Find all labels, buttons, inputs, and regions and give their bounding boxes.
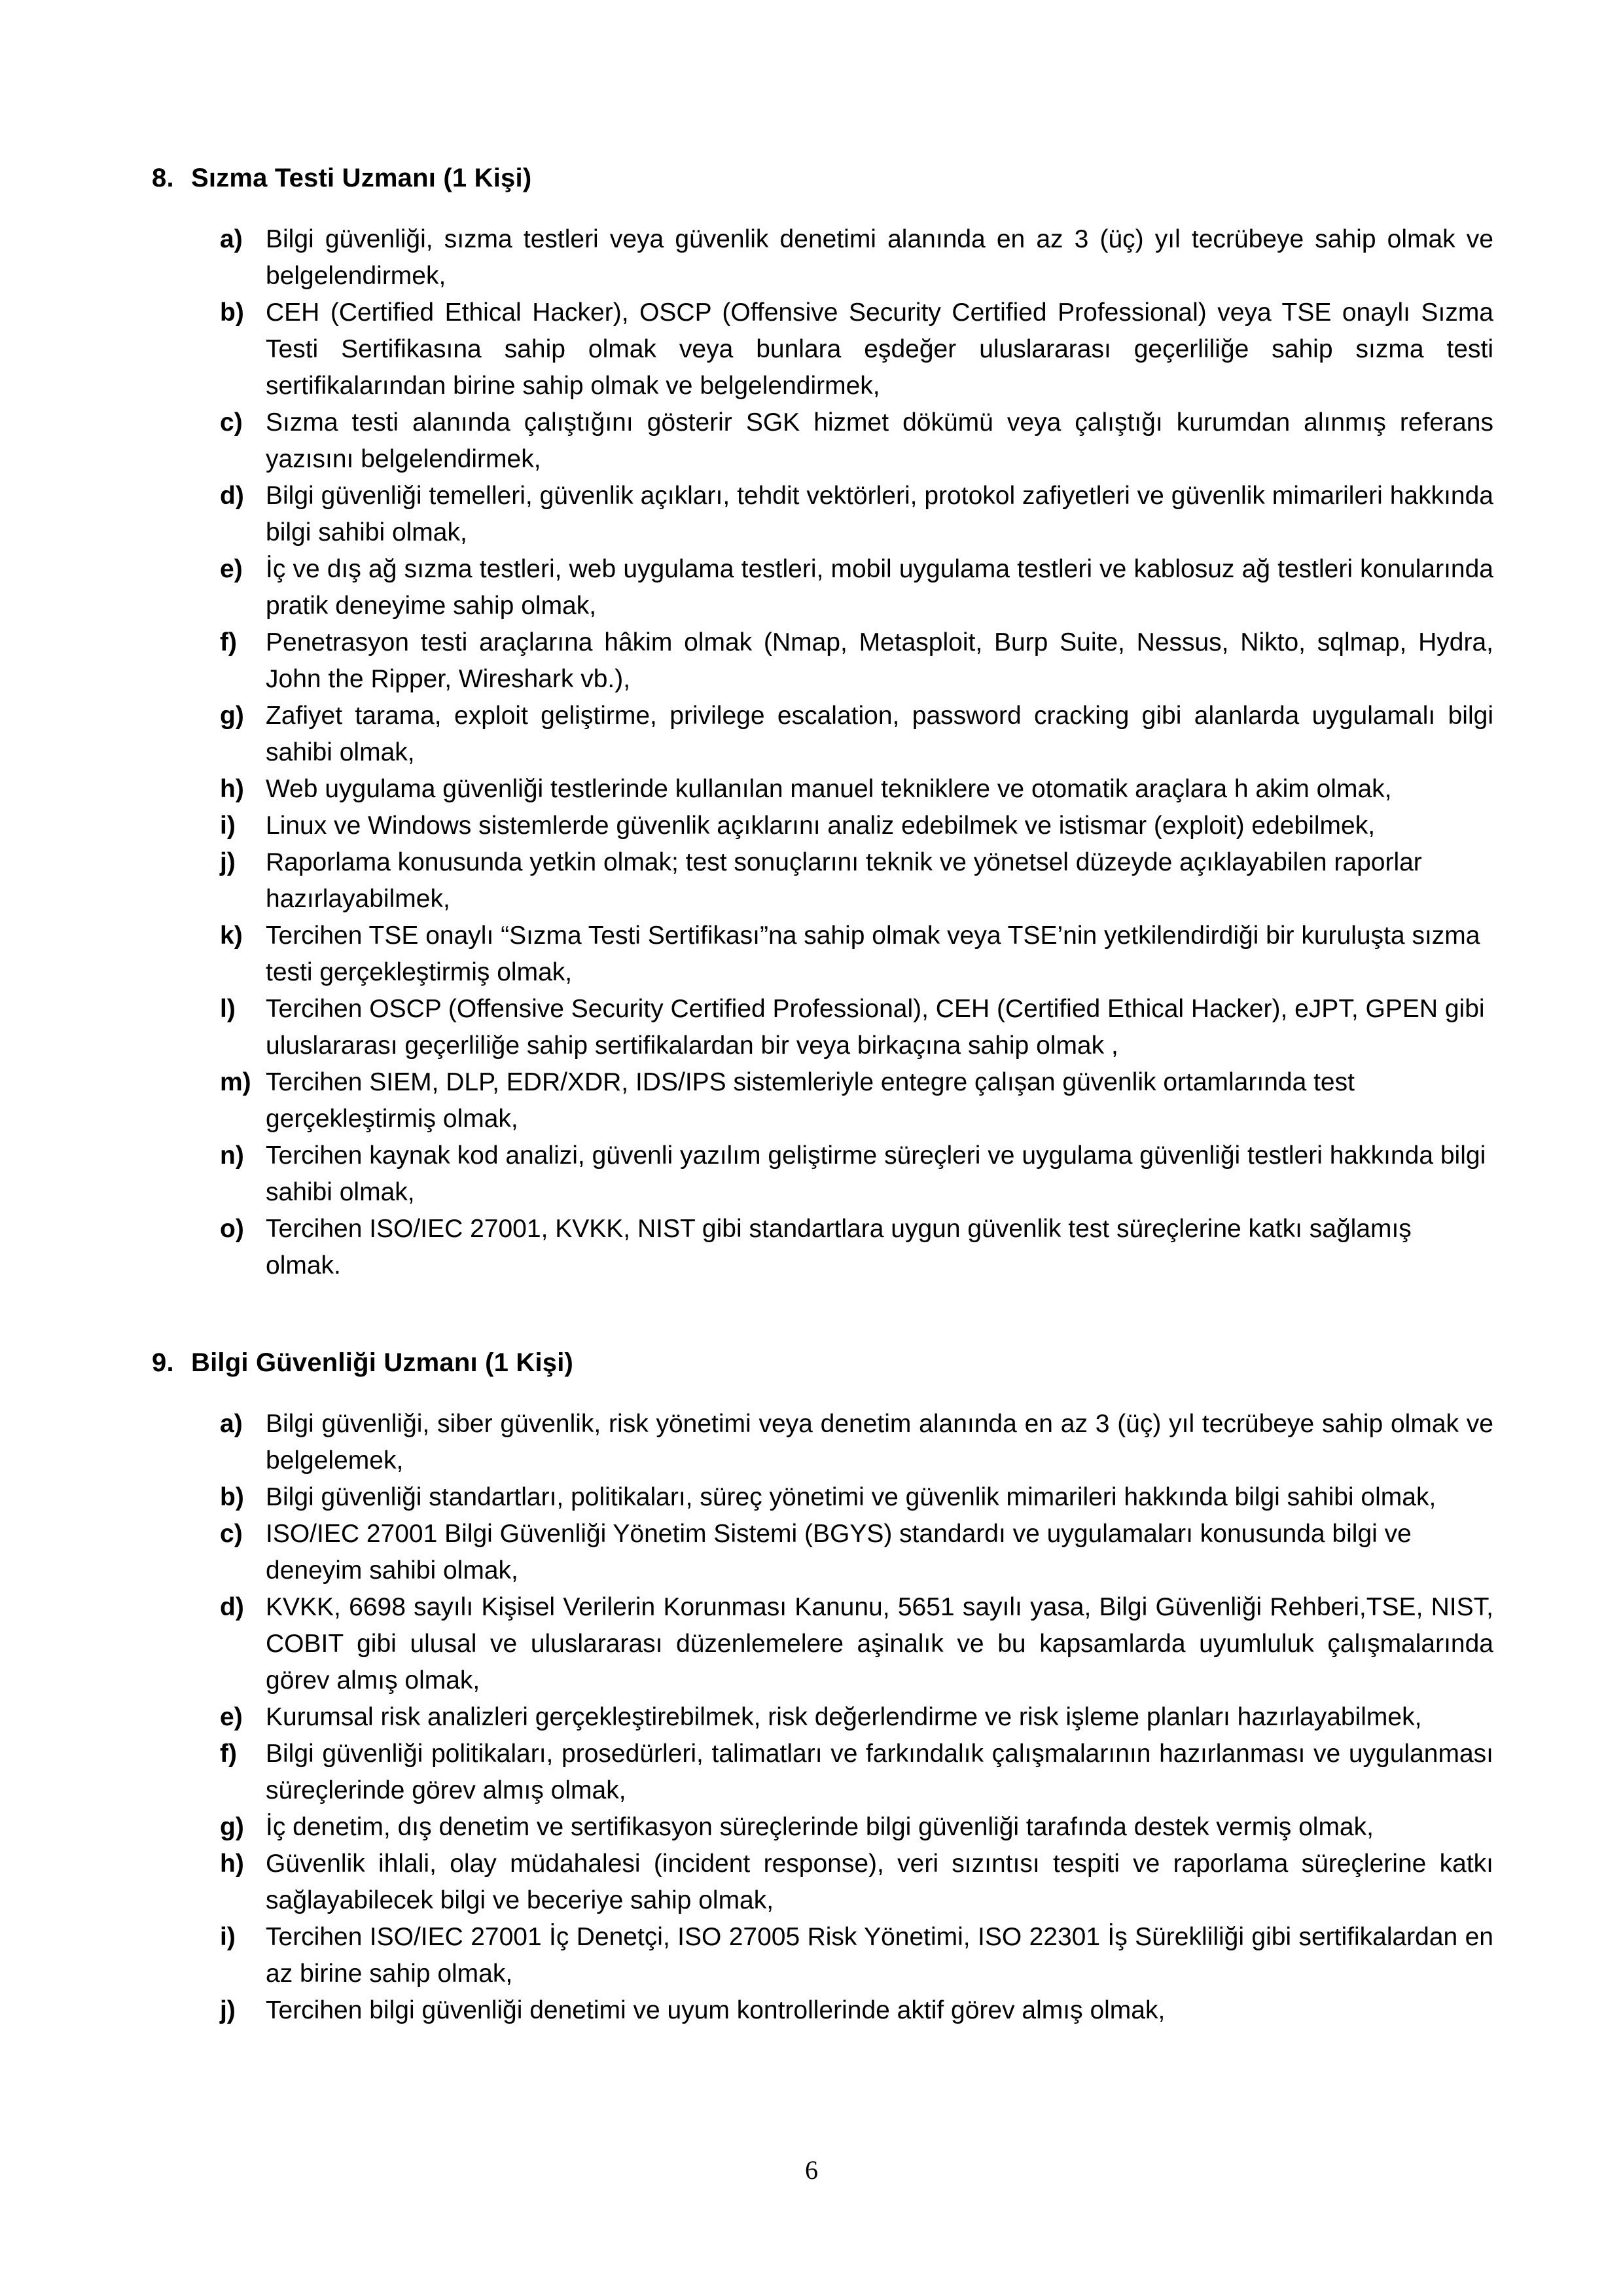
page-content: [152, 162, 1493, 2029]
list-marker: d): [220, 482, 244, 510]
list-marker: e): [220, 555, 243, 583]
list-marker: a): [220, 1410, 243, 1438]
list-marker: a): [220, 225, 243, 253]
page-number: 6: [805, 2155, 818, 2185]
list-item-text: Zafiyet tarama, exploit geliştirme, privilege escalation, password cracking gibi alanlarda uygulamalı bilgi sahibi olmak,: [266, 702, 1493, 766]
list-item: [220, 221, 1493, 295]
section-9-title: Bilgi Güvenliği Uzmanı (1 Kişi): [191, 1348, 574, 1377]
list-marker: g): [220, 702, 244, 730]
list-item-text: Penetrasyon testi araçlarına hâkim olmak (Nmap, Metasploit, Burp Suite, Nessus, Nikto, sqlmap, Hydra, John the Ripper, Wireshark vb.),: [266, 628, 1493, 693]
list-marker: b): [220, 298, 244, 327]
list-item-text: Bilgi güvenliği, sızma testleri veya güvenlik denetimi alanında en az 3 (üç) yıl tecrübeye sahip olmak ve belgelendirmek,: [266, 225, 1493, 290]
list-marker: b): [220, 1483, 244, 1511]
list-item: [220, 551, 1493, 624]
list-item: [220, 1516, 1493, 1589]
list-item-text: İç ve dış ağ sızma testleri, web uygulama testleri, mobil uygulama testleri ve kablosuz ağ testleri konularında pratik deneyime sahip olmak,: [266, 555, 1493, 620]
list-marker: g): [220, 1813, 244, 1841]
list-item: [220, 1479, 1493, 1516]
list-item-text: Tercihen kaynak kod analizi, güvenli yazılım geliştirme süreçleri ve uygulama güvenliği testleri hakkında bilgi sahibi olmak,: [266, 1141, 1486, 1206]
list-marker: c): [220, 1520, 243, 1548]
list-item: [220, 1699, 1493, 1736]
list-item-text: Tercihen SIEM, DLP, EDR/XDR, IDS/IPS sistemleriyle entegre çalışan güvenlik ortamlarında test gerçekleştirmiş olmak,: [266, 1068, 1355, 1133]
section-9: [152, 1347, 1493, 2029]
list-item: [220, 295, 1493, 404]
list-marker: d): [220, 1593, 244, 1621]
list-marker: n): [220, 1141, 244, 1170]
list-item: [220, 918, 1493, 991]
list-marker: i): [220, 812, 236, 840]
list-item: [220, 698, 1493, 771]
list-item-text: Raporlama konusunda yetkin olmak; test sonuçlarını teknik ve yönetsel düzeyde açıklayabilen raporlar hazırlayabilmek,: [266, 848, 1422, 913]
list-marker: k): [220, 922, 243, 950]
section-9-heading: [152, 1347, 1493, 1378]
section-8-list: [220, 221, 1493, 1284]
list-item: [220, 1064, 1493, 1138]
list-item-text: İç denetim, dış denetim ve sertifikasyon süreçlerinde bilgi güvenliği tarafında destek vermiş olmak,: [266, 1813, 1374, 1841]
list-item: [220, 844, 1493, 918]
list-item-text: Bilgi güvenliği, siber güvenlik, risk yönetimi veya denetim alanında en az 3 (üç) yıl tecrübeye sahip olmak ve belgelemek,: [266, 1410, 1493, 1475]
list-item-text: Güvenlik ihlali, olay müdahalesi (incident response), veri sızıntısı tespiti ve raporlama süreçlerine katkı sağlayabilecek bilgi ve beceriye sahip olmak,: [266, 1850, 1493, 1914]
list-marker: m): [220, 1068, 251, 1096]
section-9-list: [220, 1406, 1493, 2029]
list-marker: e): [220, 1703, 243, 1731]
list-item-text: Tercihen ISO/IEC 27001 İç Denetçi, ISO 27005 Risk Yönetimi, ISO 22301 İş Sürekliliği gibi sertifikalardan en az birine sahip olmak,: [266, 1923, 1493, 1988]
list-item: [220, 1809, 1493, 1846]
section-8-heading: [152, 162, 1493, 194]
list-item: [220, 1406, 1493, 1479]
section-9-number: 9.: [152, 1348, 174, 1377]
section-8-number: 8.: [152, 164, 174, 192]
list-marker: j): [220, 848, 236, 876]
list-item: [220, 404, 1493, 478]
list-item: [220, 808, 1493, 844]
list-item: [220, 1736, 1493, 1809]
list-marker: c): [220, 408, 243, 437]
list-marker: h): [220, 775, 244, 803]
list-item: [220, 1846, 1493, 1919]
list-item: [220, 771, 1493, 808]
list-item-text: Tercihen TSE onaylı “Sızma Testi Sertifikası”na sahip olmak veya TSE’nin yetkilendirdiği bir kuruluşta sızma testi gerçekleştirmiş olmak,: [266, 922, 1480, 986]
list-item-text: Tercihen OSCP (Offensive Security Certified Professional), CEH (Certified Ethical Hacker), eJPT, GPEN gibi uluslararası geçerliliğe sahip sertifikalardan bir veya birkaçına sahip olmak ,: [266, 995, 1485, 1060]
list-item: [220, 1138, 1493, 1211]
section-8-title: Sızma Testi Uzmanı (1 Kişi): [191, 164, 532, 192]
list-item-text: Bilgi güvenliği politikaları, prosedürleri, talimatları ve farkındalık çalışmalarının hazırlanması ve uygulanması süreçlerinde görev almış olmak,: [266, 1740, 1493, 1804]
list-item-text: ISO/IEC 27001 Bilgi Güvenliği Yönetim Sistemi (BGYS) standardı ve uygulamaları konusunda bilgi ve deneyim sahibi olmak,: [266, 1520, 1412, 1585]
list-marker: j): [220, 1996, 236, 2024]
list-item: [220, 991, 1493, 1064]
list-item: [220, 1589, 1493, 1699]
list-marker: l): [220, 995, 236, 1023]
list-item-text: Bilgi güvenliği standartları, politikaları, süreç yönetimi ve güvenlik mimarileri hakkında bilgi sahibi olmak,: [266, 1483, 1436, 1511]
list-item-text: Bilgi güvenliği temelleri, güvenlik açıkları, tehdit vektörleri, protokol zafiyetleri ve güvenlik mimarileri hakkında bilgi sahibi olmak,: [266, 482, 1493, 547]
list-marker: i): [220, 1923, 236, 1951]
list-item-text: Sızma testi alanında çalıştığını gösterir SGK hizmet dökümü veya çalıştığı kurumdan alınmış referans yazısını belgelendirmek,: [266, 408, 1493, 473]
list-item: [220, 624, 1493, 698]
list-item-text: Kurumsal risk analizleri gerçekleştirebilmek, risk değerlendirme ve risk işleme planları hazırlayabilmek,: [266, 1703, 1422, 1731]
list-item: [220, 478, 1493, 551]
list-item: [220, 1992, 1493, 2029]
list-item-text: CEH (Certified Ethical Hacker), OSCP (Offensive Security Certified Professional) veya TSE onaylı Sızma Testi Sertifikasına sahip olmak veya bunlara eşdeğer uluslararası geçerliliğe sahip sızma testi sertifikalarından birine sahip olmak ve belgelendirmek,: [266, 298, 1493, 400]
section-8: [152, 162, 1493, 1284]
list-marker: f): [220, 628, 237, 656]
list-item-text: Linux ve Windows sistemlerde güvenlik açıklarını analiz edebilmek ve istismar (exploit) edebilmek,: [266, 812, 1376, 840]
list-item-text: Web uygulama güvenliği testlerinde kullanılan manuel tekniklere ve otomatik araçlara h akim olmak,: [266, 775, 1392, 803]
list-item-text: Tercihen ISO/IEC 27001, KVKK, NIST gibi standartlara uygun güvenlik test süreçlerine katkı sağlamış olmak.: [266, 1215, 1412, 1280]
list-marker: o): [220, 1215, 244, 1243]
list-item-text: Tercihen bilgi güvenliği denetimi ve uyum kontrollerinde aktif görev almış olmak,: [266, 1996, 1166, 2024]
list-item: [220, 1919, 1493, 1992]
list-marker: f): [220, 1740, 237, 1768]
list-item: [220, 1211, 1493, 1284]
list-marker: h): [220, 1850, 244, 1878]
list-item-text: KVKK, 6698 sayılı Kişisel Verilerin Korunması Kanunu, 5651 sayılı yasa, Bilgi Güvenliği Rehberi,TSE, NIST, COBIT gibi ulusal ve uluslararası düzenlemelere aşinalık ve bu kapsamlarda uyumluluk çalışmalarında görev almış olmak,: [266, 1593, 1493, 1695]
